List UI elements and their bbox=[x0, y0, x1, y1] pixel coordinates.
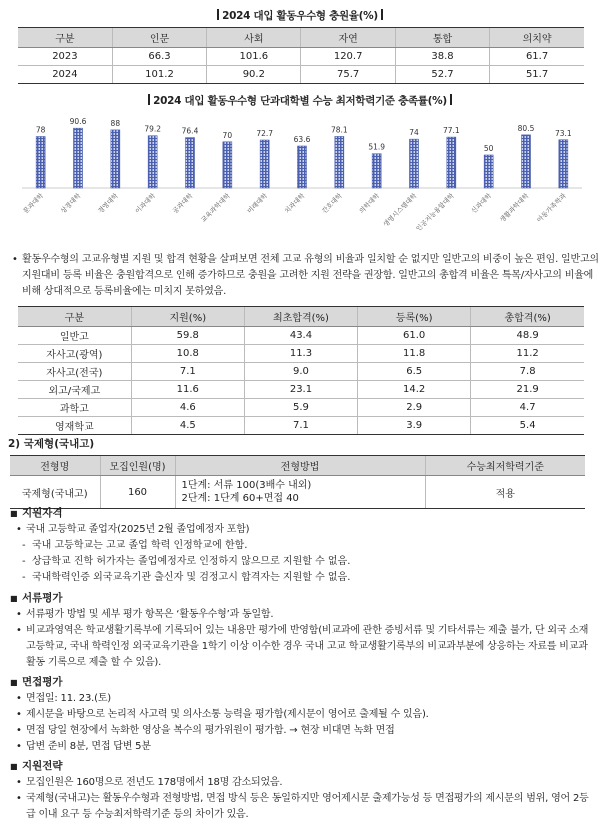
bar bbox=[559, 140, 568, 188]
t3-header: 모집인원(명) bbox=[100, 456, 175, 476]
bar bbox=[111, 130, 120, 188]
cell: 11.3 bbox=[244, 345, 357, 363]
qual-bullet: • 국내 고등학교 졸업자(2025년 2월 졸업예정자 포함) bbox=[14, 522, 590, 538]
t1-header: 자연 bbox=[301, 28, 395, 48]
bar bbox=[186, 138, 195, 188]
interview-title: ■ 면접평가 bbox=[8, 674, 590, 691]
cell: 자사고(광역) bbox=[18, 345, 131, 363]
bar-chart bbox=[22, 108, 582, 248]
cell: 61.7 bbox=[490, 48, 584, 66]
bar bbox=[223, 142, 232, 188]
cell: 4.5 bbox=[131, 417, 244, 435]
t1-header: 인문 bbox=[112, 28, 206, 48]
data-label: 74 bbox=[409, 128, 419, 138]
data-label: 73.1 bbox=[554, 128, 572, 138]
cell: 61.0 bbox=[358, 327, 471, 345]
cell: 7.1 bbox=[131, 363, 244, 381]
qual-dash: - 상급학교 진학 허가자는 졸업예정자로 인정하지 않으므로 지원할 수 없음. bbox=[8, 554, 590, 570]
table1 bbox=[18, 27, 584, 84]
t1-header: 구분 bbox=[18, 28, 112, 48]
data-label: 70 bbox=[222, 130, 233, 140]
interview-bullet: • 면접 당일 현장에서 녹화한 영상을 복수의 평가위원이 평가함. → 현장 비대면 녹화 면접 bbox=[14, 723, 590, 739]
cell: 38.8 bbox=[395, 48, 489, 66]
method-step2: 2단계: 1단계 60+면접 40 bbox=[181, 493, 299, 504]
strategy-bullet: • 국제형(국내고)는 활동우수형과 전형방법, 면접 방식 등은 동일하지만 영어제시문 출제가능성 등 면접평가의 제시문의 범위, 영어 2등급 이내 요구 등 수능최저학력기준 등의 차이가 있음. bbox=[14, 791, 590, 823]
table-row bbox=[18, 48, 584, 66]
chart-title-text: 2024 대입 활동우수형 단과대학별 수능 최저학력기준 충족률(%) bbox=[153, 95, 447, 107]
cell: 과학고 bbox=[18, 399, 131, 417]
cell: 5.9 bbox=[244, 399, 357, 417]
table-row bbox=[18, 399, 584, 417]
cell: 적용 bbox=[425, 476, 585, 509]
cell: 자사고(전국) bbox=[18, 363, 131, 381]
category-label: 미래대학 bbox=[245, 191, 270, 216]
t2-header: 등록(%) bbox=[358, 307, 471, 327]
t3-header: 전형명 bbox=[10, 456, 100, 476]
table-row bbox=[18, 417, 584, 435]
t1-header: 사회 bbox=[207, 28, 301, 48]
table-row bbox=[10, 476, 585, 509]
table1-title bbox=[0, 8, 600, 23]
data-label: 78 bbox=[35, 125, 46, 135]
cell: 101.6 bbox=[207, 48, 301, 66]
bar bbox=[410, 139, 419, 188]
category-label: 아동가족학과 bbox=[535, 191, 568, 225]
category-label: 이과대학 bbox=[133, 191, 158, 216]
table3 bbox=[10, 455, 585, 509]
category-label: 치과대학 bbox=[282, 191, 307, 216]
data-label: 77.1 bbox=[442, 126, 460, 136]
cell: 21.9 bbox=[471, 381, 584, 399]
bar bbox=[447, 137, 456, 188]
table-row bbox=[18, 327, 584, 345]
bar bbox=[372, 154, 381, 188]
data-label: 79.2 bbox=[144, 124, 162, 134]
bar bbox=[148, 136, 157, 188]
data-label: 90.6 bbox=[69, 117, 87, 127]
bar-chart-svg bbox=[22, 108, 582, 248]
section2-title: 2) 국제형(국내고) bbox=[8, 438, 95, 450]
cell: 2024 bbox=[18, 66, 112, 84]
cell: 14.2 bbox=[358, 381, 471, 399]
cell: 4.6 bbox=[131, 399, 244, 417]
cell: 23.1 bbox=[244, 381, 357, 399]
cell: 59.8 bbox=[131, 327, 244, 345]
table-row bbox=[18, 363, 584, 381]
data-label: 80.5 bbox=[517, 123, 535, 133]
table-row bbox=[18, 345, 584, 363]
chart-title bbox=[0, 93, 600, 108]
cell: 2023 bbox=[18, 48, 112, 66]
cell: 일반고 bbox=[18, 327, 131, 345]
category-label: 교육과학대학 bbox=[199, 191, 232, 225]
category-label: 생명시스템대학 bbox=[381, 191, 419, 229]
cell: 5.4 bbox=[471, 417, 584, 435]
strategy-bullet: • 모집인원은 160명으로 전년도 178명에서 18명 감소되었음. bbox=[14, 775, 590, 791]
cell: 7.1 bbox=[244, 417, 357, 435]
cell: 11.2 bbox=[471, 345, 584, 363]
docs-bullet: • 서류평가 방법 및 세부 평가 항목은 ‘활동우수형’과 동일함. bbox=[14, 607, 590, 623]
t2-header: 총합격(%) bbox=[471, 307, 584, 327]
cell: 160 bbox=[100, 476, 175, 509]
interview-bullet: • 답변 준비 8분, 면접 답변 5분 bbox=[14, 739, 590, 755]
t3-header: 수능최저학력기준 bbox=[425, 456, 585, 476]
t2-header: 최초합격(%) bbox=[244, 307, 357, 327]
cell: 10.8 bbox=[131, 345, 244, 363]
table2 bbox=[18, 306, 584, 435]
category-label: 의학대학 bbox=[357, 191, 382, 216]
qual-dash: - 국내 고등학교는 고교 졸업 학력 인정학교에 한함. bbox=[8, 538, 590, 554]
data-label: 63.6 bbox=[293, 135, 311, 145]
t2-header: 구분 bbox=[18, 307, 131, 327]
cell: 90.2 bbox=[207, 66, 301, 84]
qual-title: ■ 지원자격 bbox=[8, 505, 590, 522]
data-label: 50 bbox=[483, 144, 494, 153]
cell: 11.6 bbox=[131, 381, 244, 399]
bar bbox=[522, 135, 531, 188]
cell: 101.2 bbox=[112, 66, 206, 84]
cell: 75.7 bbox=[301, 66, 395, 84]
cell: 51.7 bbox=[490, 66, 584, 84]
bar bbox=[36, 137, 45, 188]
cell: 2.9 bbox=[358, 399, 471, 417]
qual-dash: - 국내학력인증 외국교육기관 출신자 및 검정고시 합격자는 지원할 수 없음. bbox=[8, 570, 590, 586]
data-label: 72.7 bbox=[256, 129, 274, 139]
cell: 11.8 bbox=[358, 345, 471, 363]
category-label: 공과대학 bbox=[170, 191, 195, 216]
category-label: 문과대학 bbox=[22, 191, 46, 216]
data-label: 51.9 bbox=[368, 142, 386, 152]
t1-header: 통합 bbox=[395, 28, 489, 48]
table1-title-text: 2024 대입 활동우수형 충원율(%) bbox=[222, 10, 378, 22]
bar bbox=[335, 136, 344, 188]
bar bbox=[298, 146, 307, 188]
t3-header: 전형방법 bbox=[175, 456, 425, 476]
cell: 6.5 bbox=[358, 363, 471, 381]
data-label: 88 bbox=[110, 118, 121, 128]
category-label: 신과대학 bbox=[469, 191, 494, 216]
cell: 3.9 bbox=[358, 417, 471, 435]
docs-title: ■ 서류평가 bbox=[8, 590, 590, 607]
bar bbox=[484, 155, 493, 188]
cell: 48.9 bbox=[471, 327, 584, 345]
t1-header: 의치약 bbox=[490, 28, 584, 48]
cell: 외고/국제고 bbox=[18, 381, 131, 399]
cell: 43.4 bbox=[244, 327, 357, 345]
data-label: 78.1 bbox=[330, 125, 348, 135]
cell: 9.0 bbox=[244, 363, 357, 381]
interview-bullet: • 면접일: 11. 23.(토) bbox=[14, 691, 590, 707]
cell: 66.3 bbox=[112, 48, 206, 66]
table-row bbox=[18, 381, 584, 399]
bar bbox=[260, 140, 269, 188]
category-label: 경영대학 bbox=[96, 191, 120, 216]
interview-bullet: • 제시문을 바탕으로 논리적 사고력 및 의사소통 능력을 평가함(제시문이 영어로 출제될 수 있음). bbox=[14, 707, 590, 723]
category-label: 생활과학대학 bbox=[498, 191, 531, 225]
cell bbox=[175, 476, 425, 509]
category-label: 상경대학 bbox=[58, 191, 83, 216]
method-step1: 1단계: 서류 100(3배수 내외) bbox=[181, 480, 312, 491]
summary-paragraph: • 활동우수형의 고교유형별 지원 및 합격 현황을 살펴보면 전체 고교 유형의 비율과 일치할 순 없지만 일반고의 비중이 높은 편임. 일반고의 지원대비 등록 비율은 충원합격으로 인해 증가하므로 충원을 고려한 지원 전략을 권장함. 일반고의 총합격 비율은 특목/자사고의 비율에 비해 상대적으로 등록비율에는 미치지 못하였음. bbox=[10, 252, 600, 300]
bar bbox=[74, 128, 83, 188]
strategy-title: ■ 지원전략 bbox=[8, 758, 590, 775]
category-label: 인공지능융합대학 bbox=[414, 191, 456, 233]
cell: 120.7 bbox=[301, 48, 395, 66]
cell: 국제형(국내고) bbox=[10, 476, 100, 509]
cell: 영재학교 bbox=[18, 417, 131, 435]
cell: 52.7 bbox=[395, 66, 489, 84]
docs-bullet: • 비교과영역은 학교생활기록부에 기록되어 있는 내용만 평가에 반영함(비교과에 관한 증빙서류 및 기타서류는 제출 불가, 단 외국 소재 고등학교, 국내 학력인정 외국교육기관을 1학기 이상 이수한 경우 국내 고교 학교생활기록부의 비교과부분에 상응하는 자료를 비교과활동 기록으로 제출 할 수 있음). bbox=[14, 623, 590, 671]
category-label: 간호대학 bbox=[320, 191, 344, 216]
data-label: 76.4 bbox=[181, 126, 199, 136]
cell: 4.7 bbox=[471, 399, 584, 417]
t2-header: 지원(%) bbox=[131, 307, 244, 327]
cell: 7.8 bbox=[471, 363, 584, 381]
table-row bbox=[18, 66, 584, 84]
